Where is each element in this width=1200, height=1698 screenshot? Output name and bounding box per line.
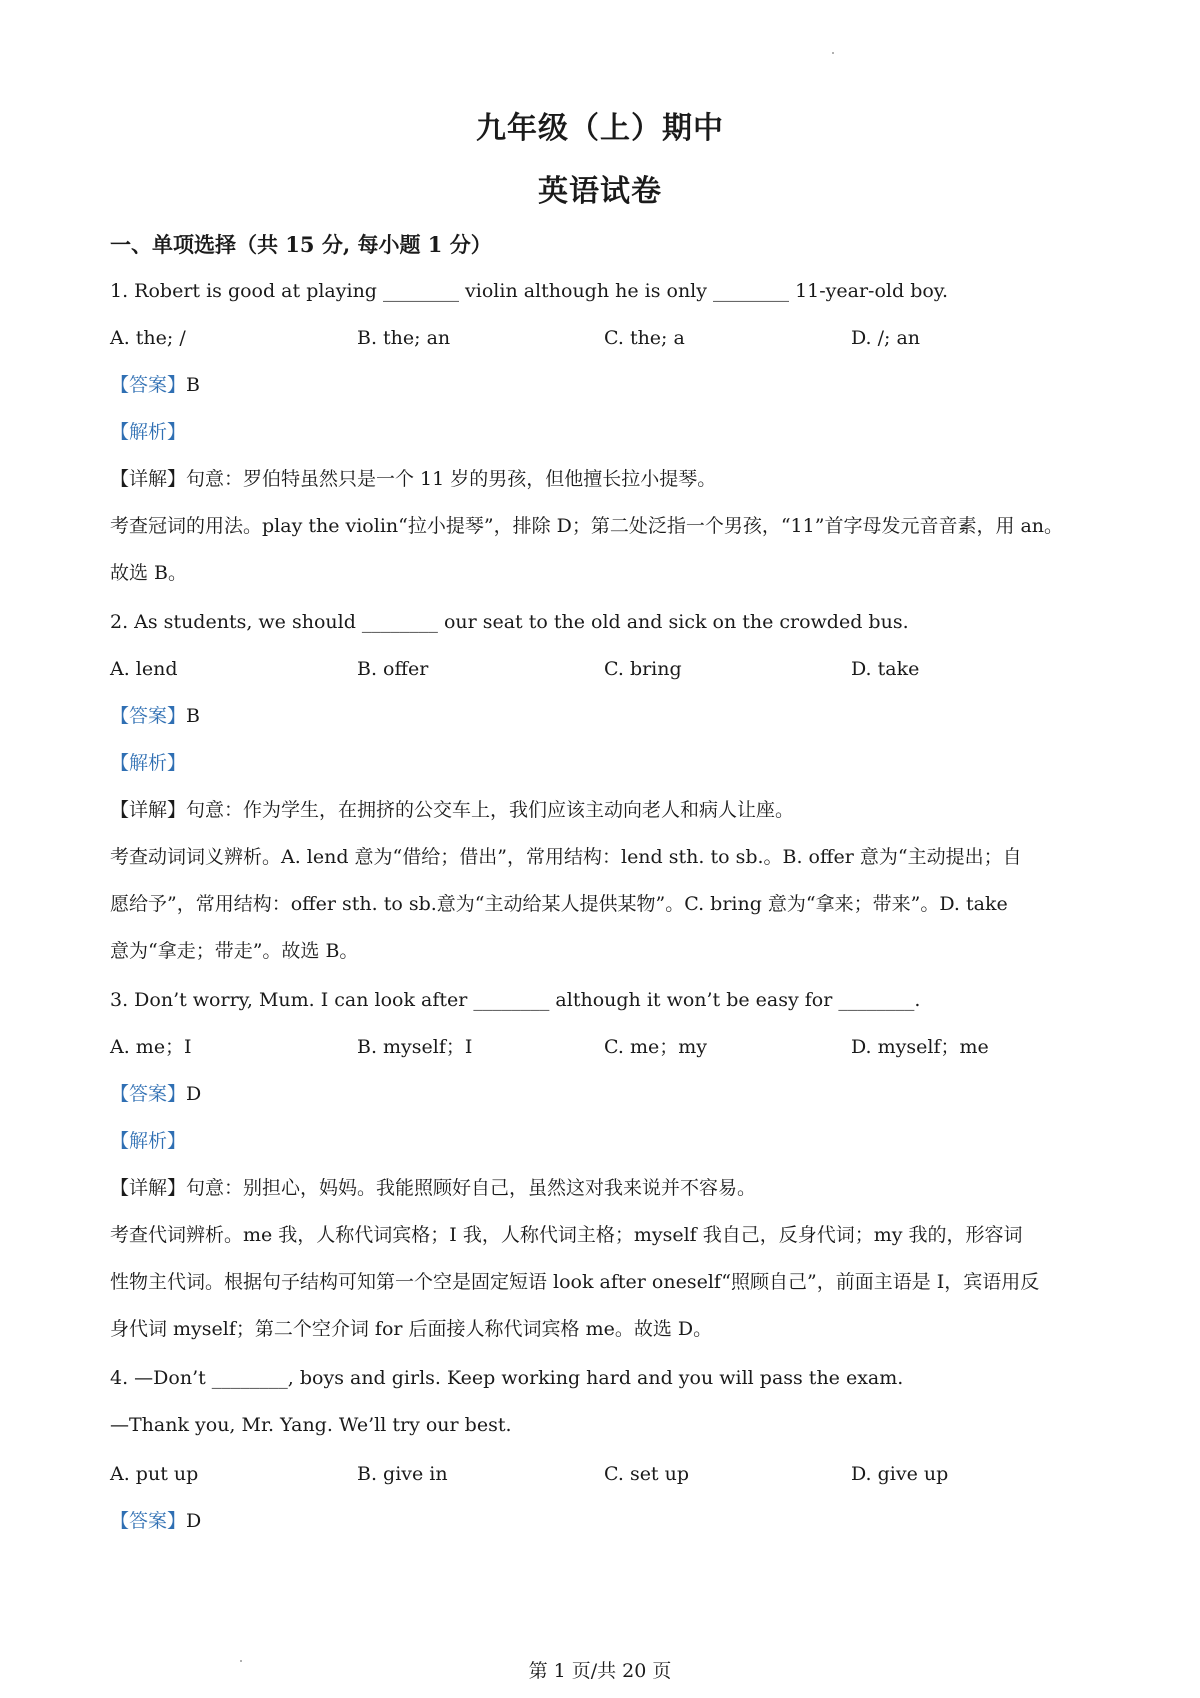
answer-value: B	[186, 374, 200, 396]
option-a: A. put up	[110, 1463, 199, 1485]
option-b: B. myself；I	[357, 1036, 473, 1058]
explanation-line: 愿给予”，常用结构：offer sth. to sb.意为“主动给某人提供某物”。C. bring 意为“拿来；带来”。D. take	[110, 893, 1008, 915]
question-4-reply: —Thank you, Mr. Yang. We’ll try our best.	[110, 1414, 512, 1436]
answer-label: 【答案】	[110, 705, 187, 727]
explanation-line: 考查冠词的用法。play the violin“拉小提琴”，排除 D；第二处泛指一个男孩，“11”首字母发元音音素，用 an。	[110, 515, 1064, 537]
option-a: A. lend	[110, 658, 178, 680]
option-c: C. set up	[604, 1463, 690, 1485]
question-3-options	[110, 1035, 1100, 1059]
option-c: C. me；my	[604, 1036, 707, 1058]
explanation-line: 【详解】句意：作为学生，在拥挤的公交车上，我们应该主动向老人和病人让座。	[110, 799, 795, 821]
option-a: A. me；I	[110, 1036, 192, 1058]
question-3-answer	[110, 1082, 1100, 1106]
scan-speck	[832, 52, 834, 54]
explanation-line: 【详解】句意：别担心，妈妈。我能照顾好自己，虽然这对我来说并不容易。	[110, 1177, 757, 1199]
answer-value: D	[186, 1510, 202, 1532]
question-1-answer	[110, 373, 1100, 397]
page-number: 第 1 页/共 20 页	[528, 1660, 672, 1682]
option-d: D. give up	[851, 1463, 949, 1485]
analysis-label: 【解析】	[110, 752, 187, 774]
page-subtitle: 英语试卷	[538, 174, 662, 209]
explanation-line: 考查代词辨析。me 我，人称代词宾格；I 我，人称代词主格；myself 我自己，反身代词；my 我的，形容词	[110, 1224, 1023, 1246]
question-2-stem: 2. As students, we should ________ our seat to the old and sick on the crowded bus.	[110, 611, 909, 633]
option-d: D. take	[851, 658, 920, 680]
question-4-options	[110, 1462, 1100, 1486]
question-3-stem: 3. Don’t worry, Mum. I can look after ________ although it won’t be easy for ________.	[110, 989, 921, 1011]
answer-value: B	[186, 705, 200, 727]
explanation-line: 考查动词词义辨析。A. lend 意为“借给；借出”，常用结构：lend sth. to sb.。B. offer 意为“主动提出；自	[110, 846, 1022, 868]
question-4-answer	[110, 1509, 1100, 1533]
question-1-stem: 1. Robert is good at playing ________ violin although he is only ________ 11-year-old boy.	[110, 280, 949, 302]
answer-label: 【答案】	[110, 1510, 187, 1532]
answer-value: D	[186, 1083, 202, 1105]
option-b: B. the; an	[357, 327, 451, 349]
option-d: D. myself；me	[851, 1036, 989, 1058]
explanation-line: 故选 B。	[110, 562, 188, 584]
analysis-label: 【解析】	[110, 421, 187, 443]
option-c: C. bring	[604, 658, 682, 680]
option-b: B. offer	[357, 658, 429, 680]
option-a: A. the; /	[110, 327, 186, 349]
answer-label: 【答案】	[110, 1083, 187, 1105]
explanation-line: 意为“拿走；带走”。故选 B。	[110, 940, 359, 962]
question-2-options	[110, 657, 1100, 681]
question-1-options	[110, 326, 1100, 350]
option-c: C. the; a	[604, 327, 685, 349]
answer-label: 【答案】	[110, 374, 187, 396]
explanation-line: 【详解】句意：罗伯特虽然只是一个 11 岁的男孩，但他擅长拉小提琴。	[110, 468, 717, 490]
option-b: B. give in	[357, 1463, 448, 1485]
option-d: D. /; an	[851, 327, 921, 349]
section-heading: 一、单项选择（共 15 分, 每小题 1 分）	[110, 232, 492, 257]
question-2-answer	[110, 704, 1100, 728]
explanation-line: 身代词 myself；第二个空介词 for 后面接人称代词宾格 me。故选 D。	[110, 1318, 713, 1340]
question-4-stem: 4. —Don’t ________, boys and girls. Keep working hard and you will pass the exam.	[110, 1367, 904, 1389]
page-title: 九年级（上）期中	[476, 111, 724, 146]
analysis-label: 【解析】	[110, 1130, 187, 1152]
explanation-line: 性物主代词。根据句子结构可知第一个空是固定短语 look after oneself“照顾自己”，前面主语是 I，宾语用反	[110, 1271, 1040, 1293]
